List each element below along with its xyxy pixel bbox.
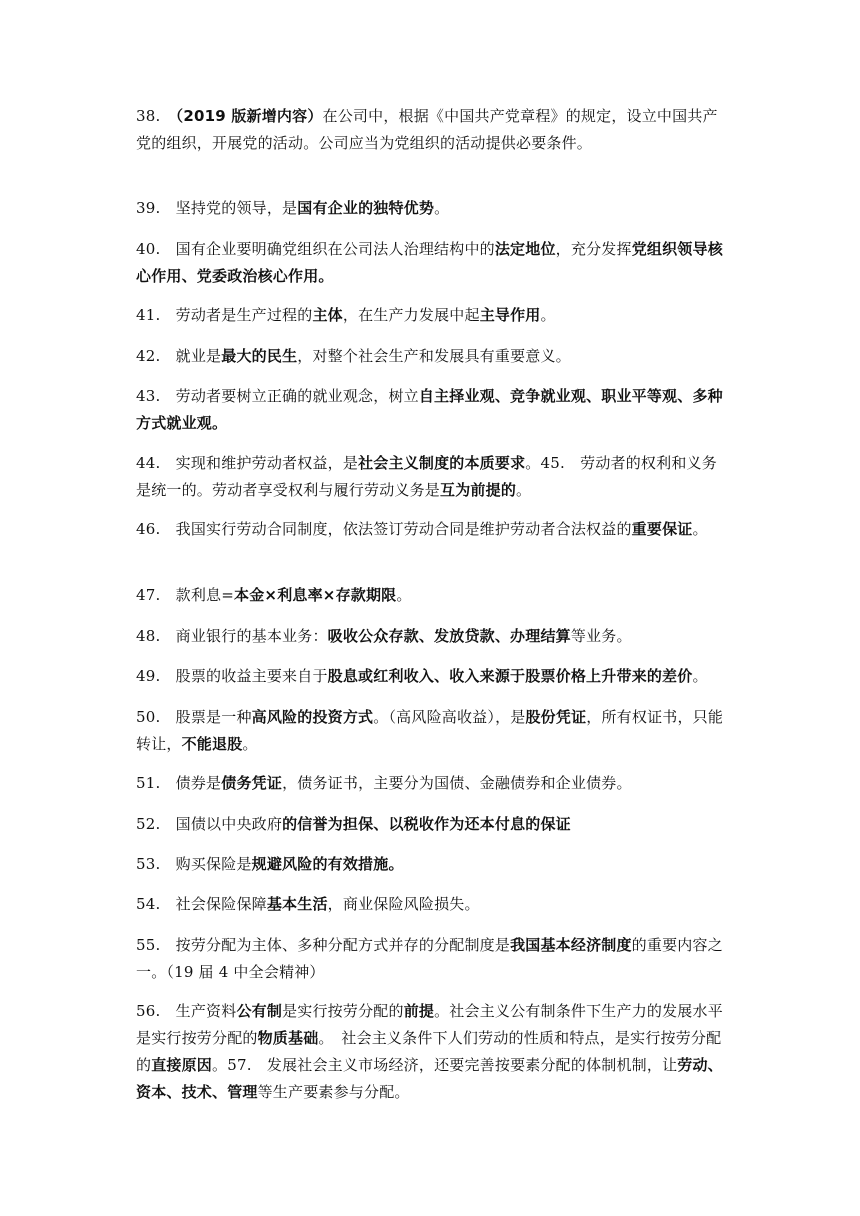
body-text: 。57. 发展社会主义市场经济，还要完善按要素分配的体制机制，让 bbox=[212, 1056, 678, 1074]
list-item bbox=[136, 236, 732, 290]
body-text: 55. 按劳分配为主体、多种分配方式并存的分配制度是 bbox=[136, 936, 511, 954]
body-text: 。 bbox=[692, 520, 708, 538]
body-text: 。 bbox=[516, 481, 532, 499]
emphasis-text: 法定地位 bbox=[494, 240, 556, 258]
list-item bbox=[136, 851, 732, 878]
body-text: 。 bbox=[242, 735, 258, 753]
body-text: 。社会主义公有制条件下生产力的发展水平是实行按劳分配的 bbox=[136, 1002, 723, 1047]
list-item bbox=[136, 450, 732, 504]
emphasis-text: 国有企业的独特优势 bbox=[297, 199, 435, 217]
body-text: 40. 国有企业要明确党组织在公司法人治理结构中的 bbox=[136, 240, 495, 258]
body-text: 等业务。 bbox=[570, 627, 632, 645]
body-text: ，充分发挥 bbox=[555, 240, 632, 258]
body-text: 。（高风险高收益），是 bbox=[373, 708, 526, 726]
body-text: 47. 款利息= bbox=[136, 586, 235, 604]
body-text: 43. 劳动者要树立正确的就业观念，树立 bbox=[136, 387, 419, 405]
emphasis-text: 规避风险的有效措施。 bbox=[251, 855, 404, 873]
list-item bbox=[136, 582, 732, 609]
body-text: ，商业保险风险损失。 bbox=[327, 895, 480, 913]
list-item bbox=[136, 195, 732, 222]
emphasis-text: 物质基础 bbox=[257, 1029, 319, 1047]
list-item bbox=[136, 663, 732, 690]
body-text: 49. 股票的收益主要来自于 bbox=[136, 667, 328, 685]
list-item bbox=[136, 704, 732, 758]
emphasis-text: 主导作用 bbox=[479, 306, 541, 324]
emphasis-text: 公有制 bbox=[236, 1002, 283, 1020]
body-text: ，所有权证书，只能转让， bbox=[136, 708, 724, 753]
body-text: ，债务证书，主要分为国债、金融债券和企业债券。 bbox=[282, 774, 632, 792]
emphasis-text: 党组织领导核心作用、党委政治核心作用。 bbox=[136, 240, 723, 285]
body-text: 的重要内容之一。（19 届 4 中全会精神） bbox=[136, 936, 723, 981]
list-item bbox=[136, 770, 732, 797]
list-item bbox=[136, 891, 732, 918]
body-text: 在公司中，根据《中国共产党章程》的规定，设立中国共产党的组织，开展党的活动。公司应当为党组织的活动提供必要条件。 bbox=[136, 107, 718, 152]
body-text: 。45. 劳动者的权利和义务是统一的。劳动者享受权利与履行劳动义务是 bbox=[136, 454, 717, 499]
list-item bbox=[136, 516, 732, 543]
body-text: 44. 实现和维护劳动者权益，是 bbox=[136, 454, 359, 472]
emphasis-text: 股份凭证 bbox=[525, 708, 587, 726]
list-item bbox=[136, 302, 732, 329]
list-item bbox=[136, 383, 732, 437]
list-item bbox=[136, 103, 732, 157]
emphasis-text: 债务凭证 bbox=[221, 774, 283, 792]
emphasis-text: 主体 bbox=[312, 306, 343, 324]
body-text: 48. 商业银行的基本业务： bbox=[136, 627, 328, 645]
emphasis-text: 重要保证 bbox=[631, 520, 693, 538]
body-text: 53. 购买保险是 bbox=[136, 855, 252, 873]
emphasis-text: 互为前提的 bbox=[440, 481, 517, 499]
emphasis-text: 劳动、资本、技术、管理 bbox=[136, 1056, 723, 1101]
emphasis-text: 的信誉为担保、以税收作为还本付息的保证 bbox=[282, 815, 571, 833]
body-text: 51. 债券是 bbox=[136, 774, 222, 792]
emphasis-text: 不能退股 bbox=[181, 735, 243, 753]
emphasis-text: 基本生活 bbox=[266, 895, 328, 913]
body-text: 56. 生产资料 bbox=[136, 1002, 237, 1020]
emphasis-text: 股息或红利收入、收入来源于股票价格上升带来的差价 bbox=[327, 667, 693, 685]
emphasis-text: 吸收公众存款、发放贷款、办理结算 bbox=[327, 627, 571, 645]
emphasis-text: 本金×利息率×存款期限 bbox=[234, 586, 397, 604]
list-item bbox=[136, 932, 732, 986]
body-text: 。 bbox=[692, 667, 708, 685]
body-text: 46. 我国实行劳动合同制度，依法签订劳动合同是维护劳动者合法权益的 bbox=[136, 520, 632, 538]
body-text: 等生产要素参与分配。 bbox=[257, 1083, 410, 1101]
body-text: 50. 股票是一种 bbox=[136, 708, 252, 726]
body-text: 。 bbox=[540, 306, 556, 324]
body-text: 54. 社会保险保障 bbox=[136, 895, 267, 913]
body-text: 52. 国债以中央政府 bbox=[136, 815, 283, 833]
list-item bbox=[136, 811, 732, 838]
body-text: ，在生产力发展中起 bbox=[342, 306, 480, 324]
body-text: ，对整个社会生产和发展具有重要意义。 bbox=[297, 347, 571, 365]
list-item bbox=[136, 998, 732, 1106]
emphasis-text: 社会主义制度的本质要求 bbox=[358, 454, 526, 472]
list-item bbox=[136, 343, 732, 370]
body-text: 42. 就业是 bbox=[136, 347, 222, 365]
body-text: 39. 坚持党的领导，是 bbox=[136, 199, 298, 217]
emphasis-text: 直接原因 bbox=[151, 1056, 213, 1074]
emphasis-text: 我国基本经济制度 bbox=[510, 936, 632, 954]
emphasis-text: 自主择业观、竞争就业观、职业平等观、多种方式就业观。 bbox=[136, 387, 723, 432]
body-text: 38. bbox=[136, 107, 176, 125]
body-text: 。 社会主义条件下人们劳动的性质和特点，是实行按劳分配的 bbox=[136, 1029, 722, 1074]
body-text: 是实行按劳分配的 bbox=[282, 1002, 404, 1020]
body-text: 。 bbox=[396, 586, 412, 604]
emphasis-text: 前提 bbox=[403, 1002, 435, 1020]
body-text: 41. 劳动者是生产过程的 bbox=[136, 306, 313, 324]
emphasis-text: 最大的民生 bbox=[221, 347, 298, 365]
list-item bbox=[136, 623, 732, 650]
emphasis-text: （2019 版新增内容） bbox=[175, 107, 323, 125]
body-text: 。 bbox=[434, 199, 450, 217]
emphasis-text: 高风险的投资方式 bbox=[251, 708, 374, 726]
